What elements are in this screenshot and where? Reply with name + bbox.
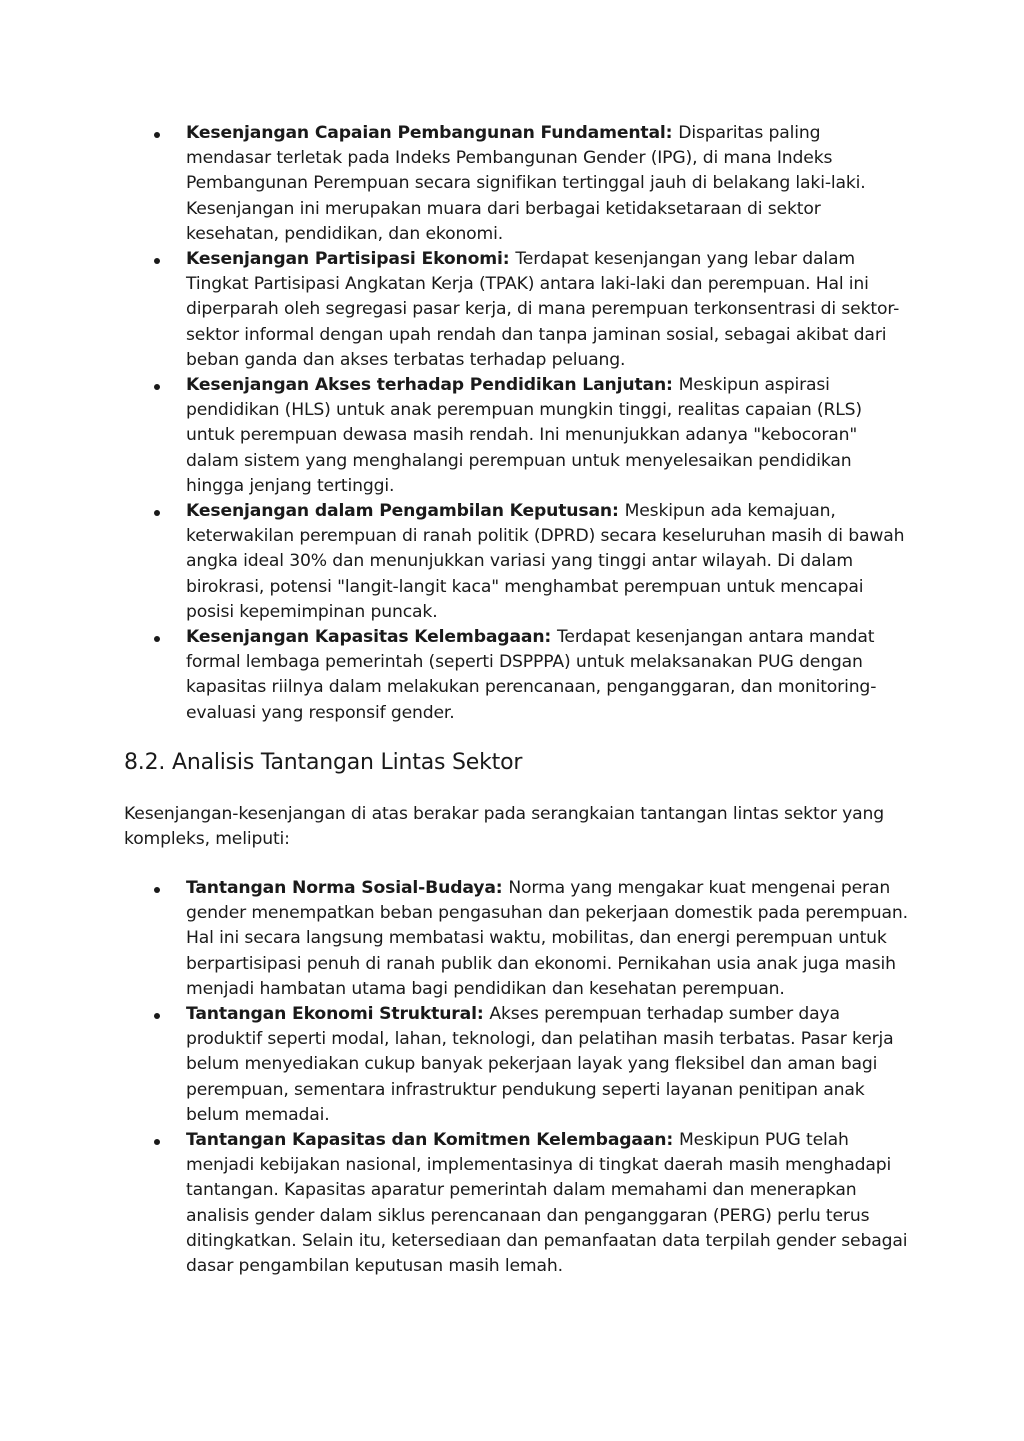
list-item <box>150 1002 910 1128</box>
bullet-icon <box>154 384 160 390</box>
challenge-list <box>150 876 910 1279</box>
section-intro: Kesenjangan-kesenjangan di atas berakar pada serangkaian tantangan lintas sektor yang kompleks, meliputi: <box>124 804 885 850</box>
list-item <box>150 499 910 625</box>
list-item <box>150 247 910 373</box>
bullet-icon <box>154 636 160 642</box>
item-term: Tantangan Kapasitas dan Komitmen Kelembagaan: <box>186 1130 679 1151</box>
list-item <box>150 121 910 247</box>
gap-list <box>150 121 910 726</box>
item-text: Terdapat kesenjangan yang lebar dalam Tingkat Partisipasi Angkatan Kerja (TPAK) antara laki-laki dan perempuan. Hal ini diperparah oleh segregasi pasar kerja, di mana perempuan terkonsentrasi di sektor-sektor informal dengan upah rendah dan tanpa jaminan sosial, sebagai akibat dari beban ganda dan akses terbatas terhadap peluang. <box>186 249 900 370</box>
item-text: Akses perempuan terhadap sumber daya produktif seperti modal, lahan, teknologi, dan pelatihan masih terbatas. Pasar kerja belum menyediakan cukup banyak pekerjaan layak yang fleksibel dan aman bagi perempuan, sementara infrastruktur pendukung seperti layanan penitipan anak belum memadai. <box>186 1004 894 1125</box>
bullet-icon <box>154 887 160 893</box>
item-text: Disparitas paling mendasar terletak pada Indeks Pembangunan Gender (IPG), di mana Indeks Pembangunan Perempuan secara signifikan tertinggal jauh di belakang laki-laki. Kesenjangan ini merupakan muara dari berbagai ketidaksetaraan di sektor kesehatan, pendidikan, dan ekonomi. <box>186 123 866 244</box>
item-text: Meskipun PUG telah menjadi kebijakan nasional, implementasinya di tingkat daerah masih menghadapi tantangan. Kapasitas aparatur pemerintah dalam memahami dan menerapkan analisis gender dalam siklus perencanaan dan penganggaran (PERG) perlu terus ditingkatkan. Selain itu, ketersediaan dan pemanfaatan data terpilah gender sebagai dasar pengambilan keputusan masih lemah. <box>186 1130 908 1277</box>
item-term: Kesenjangan dalam Pengambilan Keputusan: <box>186 501 625 522</box>
item-text: Meskipun aspirasi pendidikan (HLS) untuk anak perempuan mungkin tinggi, realitas capaian (RLS) untuk perempuan dewasa masih rendah. Ini menunjukkan adanya "kebocoran" dalam sistem yang menghalangi perempuan untuk menyelesaikan pendidikan hingga jenjang tertinggi. <box>186 375 862 496</box>
item-term: Kesenjangan Partisipasi Ekonomi: <box>186 249 516 270</box>
item-term: Tantangan Ekonomi Struktural: <box>186 1004 490 1025</box>
list-item <box>150 625 910 726</box>
item-term: Kesenjangan Capaian Pembangunan Fundamental: <box>186 123 679 143</box>
item-text: Meskipun ada kemajuan, keterwakilan perempuan di ranah politik (DPRD) secara keseluruhan masih di bawah angka ideal 30% dan menunjukkan variasi yang tinggi antar wilayah. Di dalam birokrasi, potensi "langit-langit kaca" menghambat perempuan untuk mencapai posisi kepemimpinan puncak. <box>186 501 905 622</box>
bullet-icon <box>154 1013 160 1019</box>
bullet-icon <box>154 258 160 264</box>
bullet-icon <box>154 1139 160 1145</box>
item-term: Kesenjangan Akses terhadap Pendidikan Lanjutan: <box>186 375 679 396</box>
item-term: Tantangan Norma Sosial-Budaya: <box>186 878 509 898</box>
item-text: Norma yang mengakar kuat mengenai peran gender menempatkan beban pengasuhan dan pekerjaan domestik pada perempuan. Hal ini secara langsung membatasi waktu, mobilitas, dan energi perempuan untuk berpartisipasi penuh di ranah publik dan ekonomi. Pernikahan usia anak juga masih menjadi hambatan utama bagi pendidikan dan kesehatan perempuan. <box>186 878 908 999</box>
section-heading: 8.2. Analisis Tantangan Lintas Sektor <box>124 750 523 775</box>
list-item <box>150 876 910 1002</box>
bullet-icon <box>154 132 160 138</box>
item-text: Terdapat kesenjangan antara mandat formal lembaga pemerintah (seperti DSPPPA) untuk melaksanakan PUG dengan kapasitas riilnya dalam melakukan perencanaan, penganggaran, dan monitoring-evaluasi yang responsif gender. <box>186 627 877 723</box>
item-term: Kesenjangan Kapasitas Kelembagaan: <box>186 627 557 648</box>
list-item <box>150 373 910 499</box>
bullet-icon <box>154 510 160 516</box>
list-item <box>150 1128 910 1279</box>
